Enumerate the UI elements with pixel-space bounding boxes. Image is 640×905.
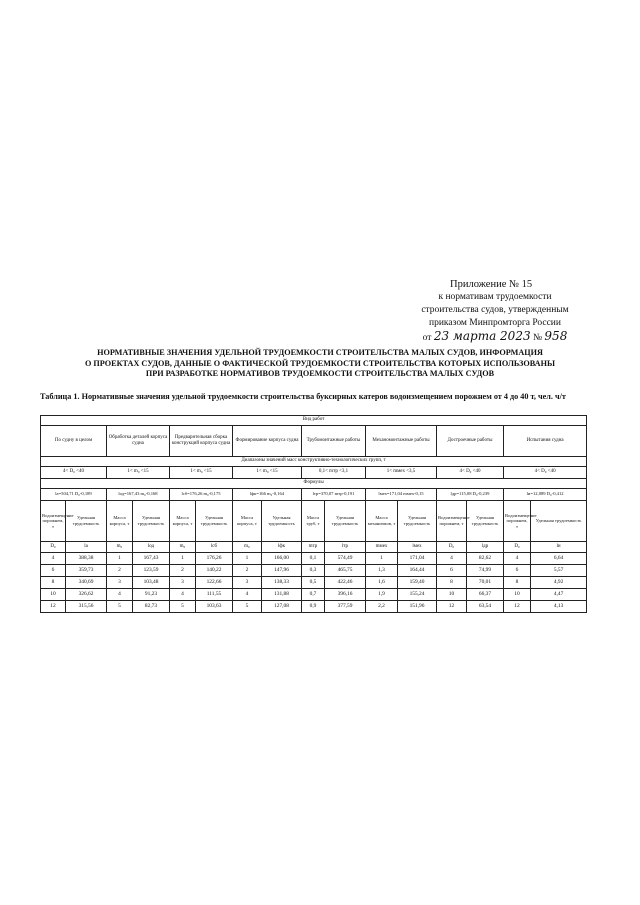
column-header: Удельная трудоемкость [262, 501, 302, 542]
table-cell: 574,49 [325, 553, 366, 565]
table-cell: 167,43 [133, 553, 170, 565]
table-cell: 1,6 [366, 577, 398, 589]
table-cell: 1 [233, 553, 262, 565]
column-header: Водоизмещение порожнем, т [41, 501, 66, 542]
table-cell: 66,37 [467, 589, 504, 601]
group-total: По судну в целом [41, 426, 107, 457]
column-symbol: D₀ [437, 542, 467, 553]
table-cell: 3 [170, 577, 196, 589]
table-cell: 1 [366, 553, 398, 565]
column-symbol: lа [66, 542, 107, 553]
table-row [41, 553, 587, 565]
appendix-line-2: строительства судов, утвержденным [421, 305, 569, 315]
handwritten-number: 958 [544, 329, 568, 343]
column-symbol: lи [531, 542, 587, 553]
table-cell: 465,75 [325, 565, 366, 577]
table-cell: 0,5 [302, 577, 325, 589]
group-testing: Испытания судна [504, 426, 587, 457]
table-cell: 2 [107, 565, 133, 577]
column-symbol: mтр [302, 542, 325, 553]
table-cell: 166,00 [262, 553, 302, 565]
column-symbol: mмех [366, 542, 398, 553]
table-cell: 0,3 [302, 565, 325, 577]
formula-cell: lдр=115,08 D₀-0,239 [437, 489, 504, 501]
table-cell: 131,88 [262, 589, 302, 601]
table-cell: 1 [107, 553, 133, 565]
table-cell: 5 [107, 601, 133, 613]
table-cell: 4 [233, 589, 262, 601]
table-cell: 10 [41, 589, 66, 601]
table-cell: 5,57 [531, 565, 587, 577]
table-cell: 176,26 [196, 553, 233, 565]
appendix-line-1: к нормативам трудоемкости [438, 292, 552, 302]
column-header: Удельная трудоемкость [66, 501, 107, 542]
table-cell: 396,16 [325, 589, 366, 601]
table-cell: 2 [233, 565, 262, 577]
formula-cell: lод=167,43 m₀-0,168 [107, 489, 170, 501]
table-cell: 8 [437, 577, 467, 589]
column-symbol: D₀ [41, 542, 66, 553]
column-symbol: lмех [398, 542, 437, 553]
column-symbol: lфк [262, 542, 302, 553]
table-cell: 111,55 [196, 589, 233, 601]
range-cell: 0,1< mтр <3,1 [302, 467, 366, 479]
column-header: Масса корпуса, т [107, 501, 133, 542]
table-cell: 5 [233, 601, 262, 613]
table-cell: 4,47 [531, 589, 587, 601]
table-cell: 4 [437, 553, 467, 565]
group-preassembly: Предварительная сборка конструкций корпуса судна [170, 426, 233, 457]
table-cell: 10 [437, 589, 467, 601]
table-cell: 4 [170, 589, 196, 601]
appendix-line-3: приказом Минпромторга России [429, 318, 561, 328]
formula-cell: lсб=176,26 m₀-0,175 [170, 489, 233, 501]
column-header: Водоизмещение порожнем, т [437, 501, 467, 542]
table-cell: 123,59 [133, 565, 170, 577]
table-cell: 388,38 [66, 553, 107, 565]
formula-cell: lи=12,089 D₀-0,412 [504, 489, 587, 501]
table-cell: 422,46 [325, 577, 366, 589]
table-row [41, 589, 587, 601]
table-cell: 8 [504, 577, 531, 589]
table-row [41, 577, 587, 589]
table-cell: 6 [41, 565, 66, 577]
table-cell: 1,9 [366, 589, 398, 601]
table-cell: 12 [437, 601, 467, 613]
table-cell: 3 [233, 577, 262, 589]
table-cell: 159,40 [398, 577, 437, 589]
number-prefix: № [532, 333, 543, 343]
table-cell: 12 [504, 601, 531, 613]
table-cell: 151,96 [398, 601, 437, 613]
heading-line-3: ПРИ РАЗРАБОТКЕ НОРМАТИВОВ ТРУДОЕМКОСТИ СТРОИТЕЛЬСТВА МАЛЫХ СУДОВ [145, 369, 495, 378]
table-row [41, 565, 587, 577]
table-cell: 4,92 [531, 577, 587, 589]
column-header: Удельная трудоемкость [531, 501, 587, 542]
column-symbol: m₀ [107, 542, 133, 553]
heading-line-1: НОРМАТИВНЫЕ ЗНАЧЕНИЯ УДЕЛЬНОЙ ТРУДОЕМКОСТИ СТРОИТЕЛЬСТВА МАЛЫХ СУДОВ, ИНФОРМАЦИЯ [97, 348, 543, 357]
table-cell: 103,48 [133, 577, 170, 589]
table-cell: 3 [107, 577, 133, 589]
group-hull-forming: Формирование корпуса судна [233, 426, 302, 457]
column-header: Масса корпуса, т [170, 501, 196, 542]
table-cell: 6,64 [531, 553, 587, 565]
document-heading [40, 348, 600, 380]
date-prefix: от [422, 333, 432, 343]
table-cell: 6 [504, 565, 531, 577]
column-header: Масса механизмов, т [366, 501, 398, 542]
range-cell: 1< m₀ <15 [170, 467, 233, 479]
column-header: Удельная трудоемкость [133, 501, 170, 542]
group-processing: Обработка деталей корпуса судна [107, 426, 170, 457]
appendix-title: Приложение № 15 [450, 279, 533, 290]
table-cell: 4 [41, 553, 66, 565]
table-cell: 10 [504, 589, 531, 601]
column-symbol: lсб [196, 542, 233, 553]
ranges-header: Диапазоны значений масс конструктивно-технологических групп, т [41, 457, 587, 467]
column-symbol: m₀ [170, 542, 196, 553]
table-cell: 326,62 [66, 589, 107, 601]
column-symbol: D₀ [504, 542, 531, 553]
column-header: Удельная трудоемкость [196, 501, 233, 542]
column-header: Масса труб, т [302, 501, 325, 542]
table-cell: 0,9 [302, 601, 325, 613]
table-cell: 70,01 [467, 577, 504, 589]
table-cell: 4 [504, 553, 531, 565]
group-mechanical: Механомонтажные работы [366, 426, 437, 457]
table-cell: 315,56 [66, 601, 107, 613]
formula-cell: lмех=171,04 mмех-0,15 [366, 489, 437, 501]
formula-cell: lа=504,71 D₀-0,189 [41, 489, 107, 501]
range-cell: 4< D₀ <40 [41, 467, 107, 479]
table-cell: 6 [437, 565, 467, 577]
group-piping: Трубомонтажные работы [302, 426, 366, 457]
symbol-row [41, 542, 587, 553]
appendix-date-line [395, 330, 595, 345]
table-cell: 2 [170, 565, 196, 577]
heading-line-2: О ПРОЕКТАХ СУДОВ, ДАННЫЕ О ФАКТИЧЕСКОЙ ТРУДОЕМКОСТИ СТРОИТЕЛЬСТВА КОТОРЫХ ИСПОЛЬЗОВАНЫ [85, 358, 555, 368]
column-header: Водоизмещение порожнем, т [504, 501, 531, 542]
table-cell: 147,96 [262, 565, 302, 577]
table-cell: 0,7 [302, 589, 325, 601]
table-cell: 4 [107, 589, 133, 601]
column-header: Удельная трудоемкость [398, 501, 437, 542]
table-cell: 82,73 [133, 601, 170, 613]
table-cell: 5 [170, 601, 196, 613]
table-cell: 1,3 [366, 565, 398, 577]
table-cell: 0,1 [302, 553, 325, 565]
range-cell: 4< D₀ <40 [437, 467, 504, 479]
table-caption: Таблица 1. Нормативные значения удельной трудоемкости строительства буксирных катеров водоизмещением порожнем от 4 до 40 т, чел. ч/т [40, 392, 566, 401]
column-symbol: lдр [467, 542, 504, 553]
table-cell: 103,63 [196, 601, 233, 613]
appendix-block [395, 278, 595, 345]
formula-cell: lфк=166 m₀-0,164 [233, 489, 302, 501]
table-cell: 171,04 [398, 553, 437, 565]
range-cell: 1< m₀ <15 [233, 467, 302, 479]
table-cell: 155,24 [398, 589, 437, 601]
column-header: Масса корпуса, т [233, 501, 262, 542]
range-cell: 1< m₀ <15 [107, 467, 170, 479]
table-cell: 140,22 [196, 565, 233, 577]
formulas-header: Формулы [41, 479, 587, 489]
table-cell: 82,62 [467, 553, 504, 565]
column-symbol: lод [133, 542, 170, 553]
column-header: Удельная трудоемкость [467, 501, 504, 542]
column-header-row [41, 501, 587, 542]
handwritten-date: 23 марта 2023 [433, 329, 531, 343]
table-cell: 359,73 [66, 565, 107, 577]
table-cell: 12 [41, 601, 66, 613]
table-cell: 91,23 [133, 589, 170, 601]
table-cell: 8 [41, 577, 66, 589]
vid-rabot-header: Вид работ [41, 416, 587, 426]
column-symbol: lтр [325, 542, 366, 553]
table-cell: 63,54 [467, 601, 504, 613]
table-cell: 4,13 [531, 601, 587, 613]
formula-cell: lтр=370,07 mтр-0,191 [302, 489, 366, 501]
table-cell: 74,99 [467, 565, 504, 577]
table-cell: 2,2 [366, 601, 398, 613]
table-row [41, 601, 587, 613]
table-cell: 340,69 [66, 577, 107, 589]
column-symbol: m₀ [233, 542, 262, 553]
table-cell: 377,59 [325, 601, 366, 613]
table-cell: 122,66 [196, 577, 233, 589]
table-cell: 164,44 [398, 565, 437, 577]
column-header: Удельная трудоемкость [325, 501, 366, 542]
norms-table [40, 415, 587, 613]
table-cell: 1 [170, 553, 196, 565]
range-cell: 1< mмех <3,5 [366, 467, 437, 479]
table-cell: 138,33 [262, 577, 302, 589]
table-cell: 127,08 [262, 601, 302, 613]
group-outfitting: Достроечные работы [437, 426, 504, 457]
range-cell: 4< D₀ <40 [504, 467, 587, 479]
